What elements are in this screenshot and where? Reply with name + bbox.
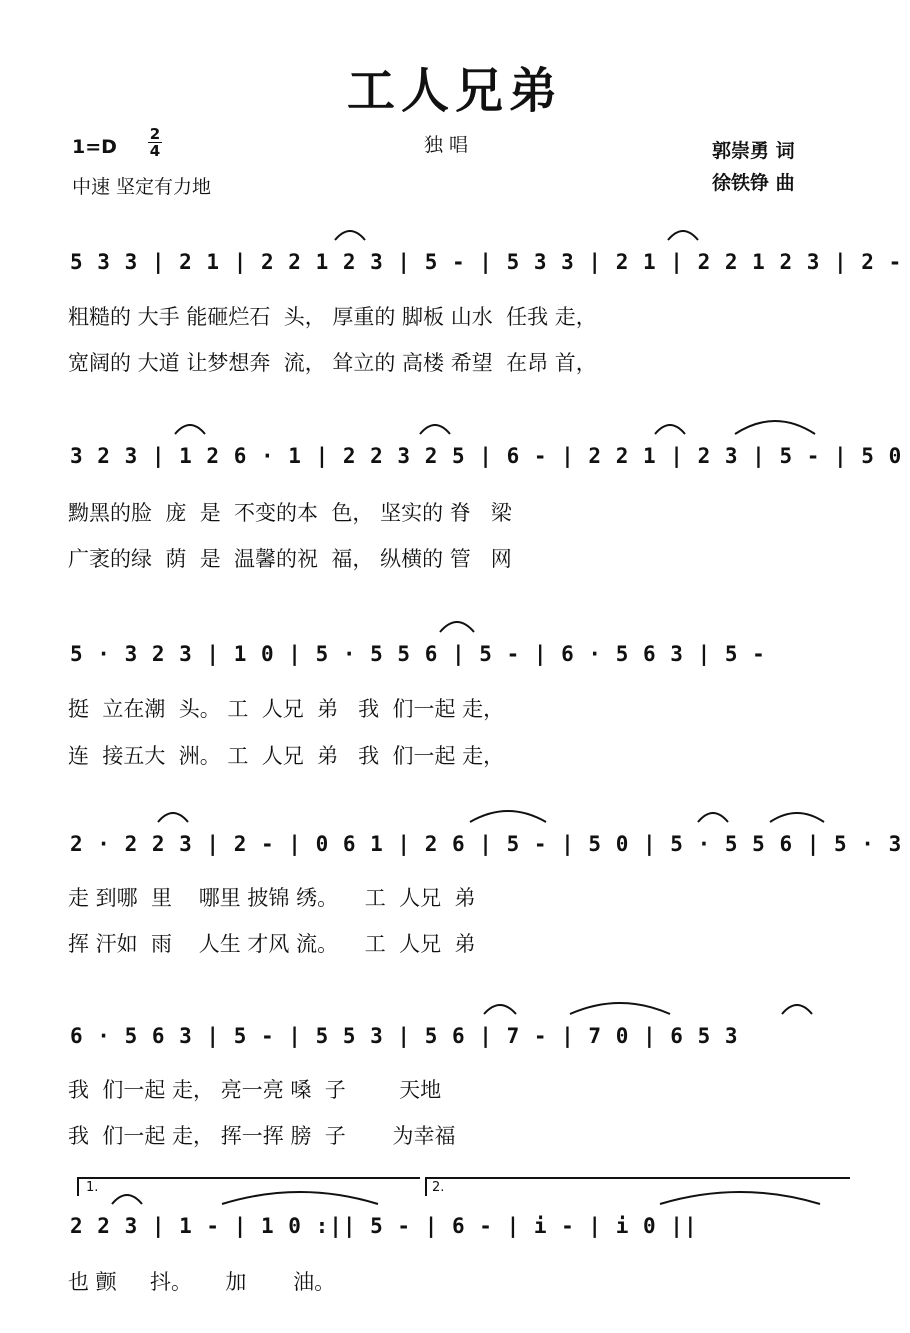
composer-credit: 徐铁铮 曲 [712,172,795,194]
time-signature-top: 2 [149,125,161,143]
lyrics-line-1-verse-1: 粗糙的 大手 能砸烂石 头， 厚重的 脚板 山水 任我 走， [68,305,597,329]
lyrics-line-1-verse-2: 宽阔的 大道 让梦想奔 流， 耸立的 高楼 希望 在昂 首， [68,351,597,375]
slur-mark [335,231,365,240]
performance-style: 独 唱 [424,134,469,156]
tempo-marking: 中速 坚定有力地 [72,176,212,198]
lyrics-line-6-verse-1: 也 颤 抖。 加 油。 [68,1270,336,1294]
lyrics-line-2-verse-1: 黝黑的脸 庞 是 不变的本 色， 坚实的 脊 梁 [68,501,512,525]
notation-line-1: 5 3 3 | 2 1 | 2 2 1 2 3 | 5 - | 5 3 3 | 2 1 | 2 2 1 2 3 | 2 - [70,250,903,274]
volta-1-label: 1. [86,1180,99,1195]
slur-mark [770,813,824,822]
slur-mark [175,425,205,434]
lyrics-line-5-verse-2: 我 们一起 走， 挥一挥 膀 子 为幸福 [68,1124,456,1148]
notation-line-2: 3 2 3 | 1 2 6 · 1 | 2 2 3 2 5 | 6 - | 2 2 1 | 2 3 | 5 - | 5 0 [70,444,903,468]
volta-2-label: 2. [432,1180,445,1195]
lyrics-line-3-verse-2: 连 接五大 洲。 工 人兄 弟 我 们一起 走， [68,744,505,768]
time-signature-bottom: 4 [149,142,161,160]
slur-mark [420,425,450,434]
lyrics-line-4-verse-1: 走 到哪 里 哪里 披锦 绣。 工 人兄 弟 [68,886,476,910]
slur-mark [698,813,728,822]
slur-mark [735,421,815,434]
volta-bracket [78,1178,420,1196]
slur-mark [655,425,685,434]
notation-line-3: 5 · 3 2 3 | 1 0 | 5 · 5 5 6 | 5 - | 6 · 5 6 3 | 5 - [70,642,766,666]
slur-mark [660,1192,820,1204]
slur-mark [470,811,546,822]
lyrics-line-2-verse-2: 广袤的绿 荫 是 温馨的祝 福， 纵横的 管 网 [68,547,512,571]
song-title: 工人兄弟 [346,63,563,119]
key-signature: 1=D [72,136,117,158]
lyrics-line-5-verse-1: 我 们一起 走， 亮一亮 嗓 子 天地 [68,1078,442,1102]
slur-mark [570,1003,670,1014]
slur-mark [222,1192,378,1204]
notation-line-6: 2 2 3 | 1 - | 1 0 :|| 5 - | 6 - | i - | i 0 || [70,1214,698,1238]
slur-mark [112,1195,142,1204]
notation-line-5: 6 · 5 6 3 | 5 - | 5 5 3 | 5 6 | 7 - | 7 0 | 6 5 3 [70,1024,739,1048]
slur-mark [484,1005,516,1014]
lyrics-line-3-verse-1: 挺 立在潮 头。 工 人兄 弟 我 们一起 走， [68,697,505,721]
slur-mark [668,231,698,240]
volta-bracket [426,1178,850,1196]
notation-line-4: 2 · 2 2 3 | 2 - | 0 6 1 | 2 6 | 5 - | 5 0 | 5 · 5 5 6 | 5 · 3 [70,832,903,856]
lyricist-credit: 郭崇勇 词 [712,140,795,162]
slur-mark [158,813,188,822]
lyrics-line-4-verse-2: 挥 汗如 雨 人生 才风 流。 工 人兄 弟 [68,932,476,956]
slur-mark [440,622,474,632]
slur-mark [782,1005,812,1014]
